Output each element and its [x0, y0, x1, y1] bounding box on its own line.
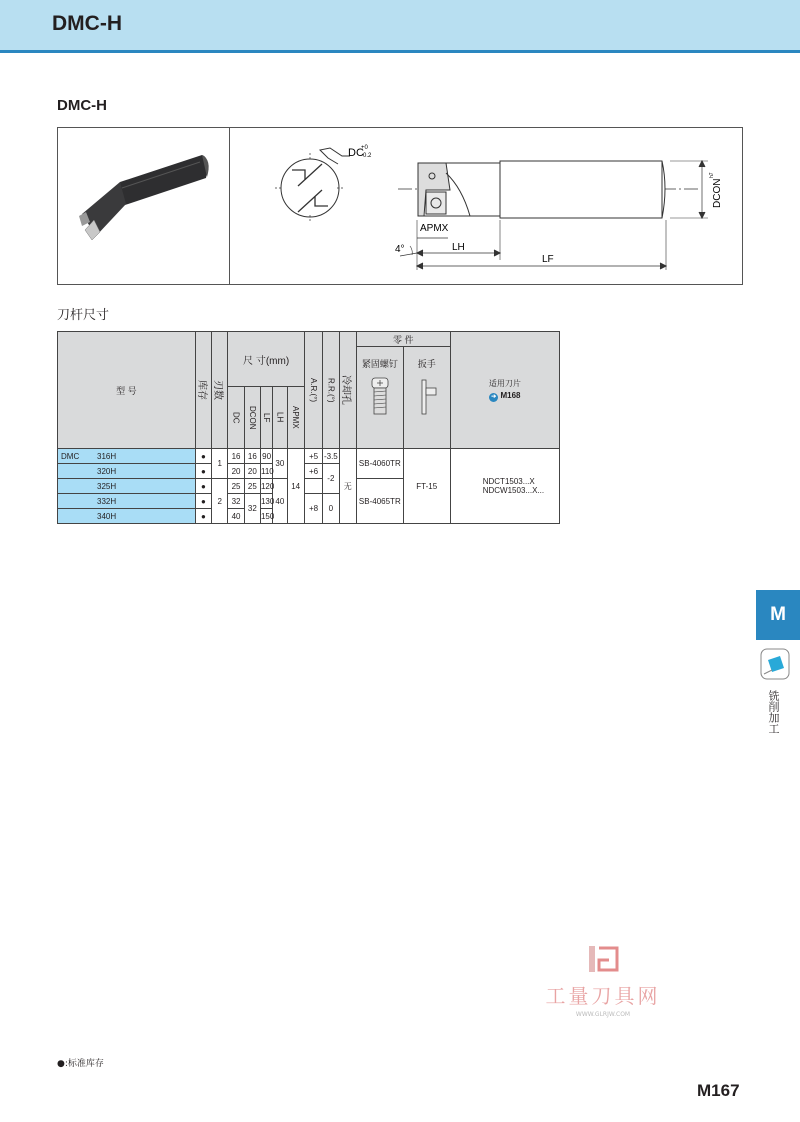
page-number: M167	[697, 1081, 740, 1100]
ar-cell	[304, 479, 322, 494]
rr-cell: -3.5	[323, 449, 339, 464]
ar-cell: +5	[304, 449, 322, 464]
dcon-cell: 20	[244, 464, 260, 479]
watermark	[538, 944, 668, 1018]
dcon-cell: 25	[244, 479, 260, 494]
milling-icon	[760, 648, 790, 680]
rr-cell: -2	[323, 464, 339, 494]
watermark-logo	[583, 944, 623, 976]
screw-header-label: 紧固螺钉	[361, 359, 398, 369]
tool-photo	[60, 140, 220, 260]
model-cell	[58, 494, 196, 509]
flutes-cell: 2	[212, 479, 228, 524]
dc-cell: 32	[228, 494, 244, 509]
insert-ref-link[interactable]	[451, 391, 559, 402]
footnote-mark: ●	[57, 1059, 65, 1069]
dims-header: 尺 寸(mm)	[228, 332, 304, 387]
insert-header-label: 适用刀片	[488, 379, 521, 388]
model-header: 型 号	[58, 332, 196, 449]
footnote	[57, 1056, 104, 1069]
model-cell	[58, 449, 196, 464]
dcon-tol: h7	[709, 172, 715, 178]
lf-label: LF	[542, 254, 554, 265]
lh-col-header: LH	[273, 387, 287, 449]
wrench-cell: FT-15	[403, 449, 450, 524]
parts-header: 零 件	[356, 332, 450, 347]
page-header-title: DMC-H	[52, 12, 122, 35]
lf-col-header: LF	[260, 387, 272, 449]
apmx-col-header: APMX	[287, 387, 304, 449]
tool-drawing	[230, 128, 742, 284]
stock-mark: ●	[195, 464, 211, 479]
apmx-cell: 14	[287, 449, 304, 524]
dc-cell: 16	[228, 449, 244, 464]
angle-label: 4°	[395, 244, 405, 255]
dc-cell: 40	[228, 509, 244, 524]
lh-cell: 40	[273, 479, 287, 524]
lf-cell: 110	[260, 464, 272, 479]
screw-cell: SB-4060TR	[356, 449, 403, 479]
section-tab-m[interactable]: M	[756, 590, 800, 640]
side-tab-label: 铣削加工	[767, 690, 780, 734]
model-cell	[58, 479, 196, 494]
model-code: 320H	[97, 466, 117, 476]
ar-header: A.R.(°)	[304, 332, 322, 449]
table-row	[58, 449, 560, 464]
coolant-header: 冷却孔	[339, 332, 356, 449]
lf-cell: 130	[260, 494, 272, 509]
watermark-text: 工量刀具网	[545, 984, 661, 1008]
dc-label: DC	[348, 147, 364, 159]
dcon-label: DCON	[712, 178, 723, 208]
screw-cell: SB-4065TR	[356, 479, 403, 524]
model-code: 332H	[97, 496, 117, 506]
wrench-header	[403, 347, 450, 449]
model-code: 340H	[97, 511, 117, 521]
stock-mark: ●	[195, 509, 211, 524]
model-code: 325H	[97, 481, 117, 491]
lh-label: LH	[452, 242, 465, 253]
dc-tol-lower: -0.2	[361, 153, 372, 159]
stock-mark: ●	[195, 494, 211, 509]
dc-col-header: DC	[228, 387, 244, 449]
stock-mark: ●	[195, 449, 211, 464]
ar-cell: +8	[304, 494, 322, 524]
wrench-icon	[414, 376, 440, 418]
footnote-text: :标准库存	[64, 1059, 104, 1069]
rr-header: R.R.(°)	[323, 332, 339, 449]
model-code: 316H	[97, 451, 117, 461]
rr-cell: 0	[323, 494, 339, 524]
model-cell	[58, 464, 196, 479]
flutes-header: 刃数	[212, 332, 228, 449]
lf-cell: 150	[260, 509, 272, 524]
lf-cell: 90	[260, 449, 272, 464]
lh-cell: 30	[273, 449, 287, 479]
model-cell	[58, 509, 196, 524]
table-title: 刀杆尺寸	[57, 308, 110, 323]
dc-cell: 25	[228, 479, 244, 494]
insert-cell	[450, 449, 559, 524]
dc-cell: 20	[228, 464, 244, 479]
stock-header: 库存	[195, 332, 211, 449]
insert-item: NDCT1503...X	[482, 477, 535, 486]
series-label: DMC	[61, 451, 80, 461]
lf-cell: 120	[260, 479, 272, 494]
dcon-cell: 32	[244, 494, 260, 524]
insert-header	[450, 332, 559, 449]
insert-ref-label: M168	[500, 391, 521, 400]
ar-cell: +6	[304, 464, 322, 479]
dcon-col-header: DCON	[244, 387, 260, 449]
apmx-label: APMX	[420, 223, 449, 234]
arrow-right-icon: ➔	[491, 394, 497, 400]
screw-icon	[367, 376, 393, 418]
spec-table	[57, 331, 560, 524]
insert-item: NDCW1503...X...	[482, 486, 545, 495]
header-rule	[0, 50, 800, 53]
coolant-cell: 无	[339, 449, 356, 524]
watermark-url: WWW.GLRJW.COM	[575, 1011, 631, 1018]
section-title: DMC-H	[57, 97, 107, 114]
stock-mark: ●	[195, 479, 211, 494]
flutes-cell: 1	[212, 449, 228, 479]
screw-header	[356, 347, 403, 449]
dc-tol-upper: +0	[361, 145, 368, 151]
wrench-header-label: 扳手	[417, 359, 436, 369]
dcon-cell: 16	[244, 449, 260, 464]
